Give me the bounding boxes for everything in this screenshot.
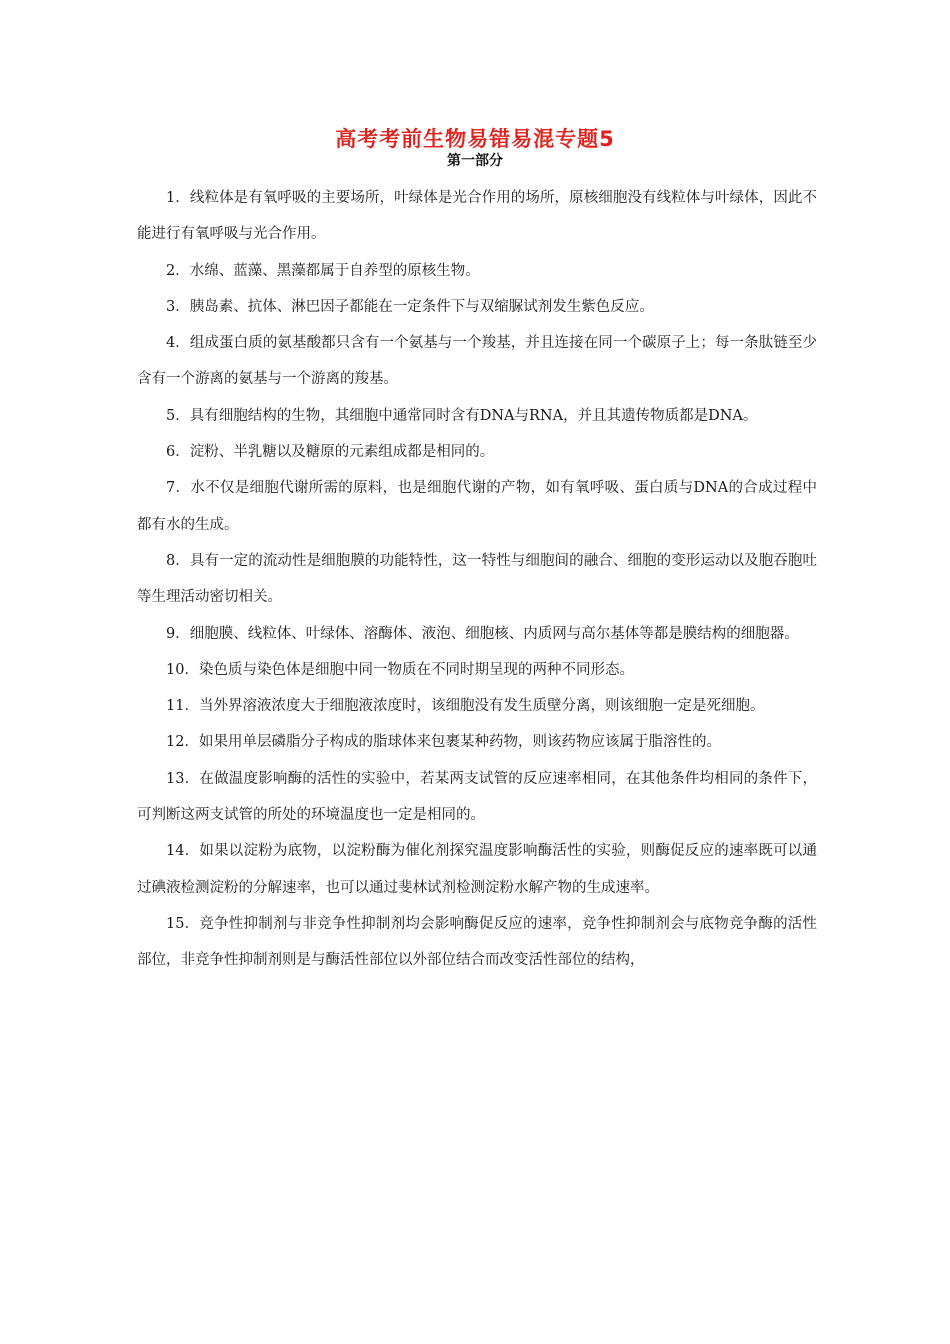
document-title: 高考考前生物易错易混专题5 [335, 127, 615, 151]
list-item: 14．如果以淀粉为底物，以淀粉酶为催化剂探究温度影响酶活性的实验，则酶促反应的速率既可以通过碘液检测淀粉的分解速率，也可以通过斐林试剂检测淀粉水解产物的生成速率。 [137, 843, 817, 896]
list-item: 5．具有细胞结构的生物，其细胞中通常同时含有DNA与RNA，并且其遗传物质都是DNA。 [166, 407, 758, 424]
section-heading: 第一部分 [447, 153, 503, 169]
list-item: 7．水不仅是细胞代谢所需的原料，也是细胞代谢的产物，如有氧呼吸、蛋白质与DNA的合成过程中都有水的生成。 [137, 480, 817, 533]
list-item: 1．线粒体是有氧呼吸的主要场所，叶绿体是光合作用的场所，原核细胞没有线粒体与叶绿体，因此不能进行有氧呼吸与光合作用。 [137, 190, 817, 243]
list-item: 12．如果用单层磷脂分子构成的脂球体来包裹某种药物，则该药物应该属于脂溶性的。 [166, 734, 721, 751]
list-item: 13．在做温度影响酶的活性的实验中，若某两支试管的反应速率相同，在其他条件均相同的条件下，可判断这两支试管的所处的环境温度也一定是相同的。 [137, 770, 817, 824]
list-item: 3．胰岛素、抗体、淋巴因子都能在一定条件下与双缩脲试剂发生紫色反应。 [166, 298, 654, 315]
list-item: 10．染色质与染色体是细胞中同一物质在不同时期呈现的两种不同形态。 [166, 661, 634, 678]
document-body [137, 180, 817, 979]
list-item: 6．淀粉、半乳糖以及糖原的元素组成都是相同的。 [166, 444, 495, 461]
list-item: 8．具有一定的流动性是细胞膜的功能特性，这一特性与细胞间的融合、细胞的变形运动以及胞吞胞吐等生理活动密切相关。 [137, 552, 817, 606]
list-item: 9．细胞膜、线粒体、叶绿体、溶酶体、液泡、细胞核、内质网与高尔基体等都是膜结构的细胞器。 [166, 625, 799, 642]
list-item: 2．水绵、蓝藻、黑藻都属于自养型的原核生物。 [166, 262, 480, 279]
list-item: 15．竞争性抑制剂与非竞争性抑制剂均会影响酶促反应的速率，竞争性抑制剂会与底物竞争酶的活性部位，非竞争性抑制剂则是与酶活性部位以外部位结合而改变活性部位的结构， [137, 915, 817, 969]
list-item: 11．当外界溶液浓度大于细胞液浓度时，该细胞没有发生质壁分离，则该细胞一定是死细胞。 [166, 698, 765, 715]
list-item: 4．组成蛋白质的氨基酸都只含有一个氨基与一个羧基，并且连接在同一个碳原子上；每一条肽链至少含有一个游离的氨基与一个游离的羧基。 [137, 335, 817, 388]
